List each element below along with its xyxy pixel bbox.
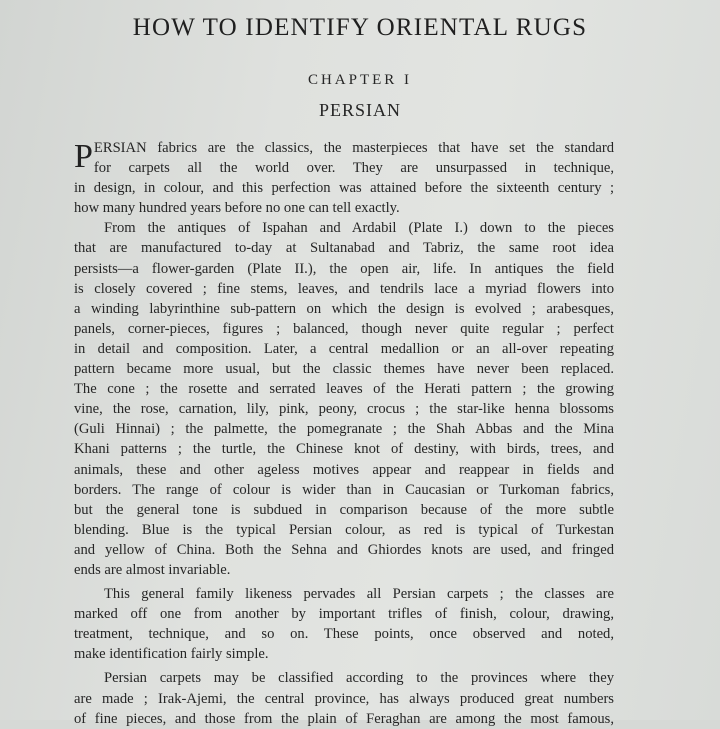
text-line: but the general tone is subdued in comparison because of the more subtle <box>74 501 614 518</box>
paragraph-2 <box>74 218 614 580</box>
text-line: that are manufactured to-day at Sultanabad and Tabriz, the same root idea <box>74 240 614 257</box>
text-line: blending. Blue is the typical Persian colour, as red is typical of Turkestan <box>74 521 614 538</box>
text-line: make identification fairly simple. <box>74 646 269 663</box>
text-line: treatment, technique, and so on. These points, once observed and noted, <box>74 626 614 643</box>
text-line: (Guli Hinnai) ; the palmette, the pomegranate ; the Shah Abbas and the Mina <box>74 421 614 438</box>
text-line: is closely covered ; fine stems, leaves, and tendrils lace a myriad flowers into <box>74 280 614 297</box>
drop-cap: P <box>74 138 93 175</box>
body-text <box>74 138 614 729</box>
text-line: persists—a flower-garden (Plate II.), the open air, life. In antiques the field <box>74 260 614 277</box>
text-line: ends are almost invariable. <box>74 561 231 578</box>
text-line: This general family likeness pervades all Persian carpets ; the classes are <box>104 586 614 603</box>
text-line: of fine pieces, and those from the plain of Feraghan are among the most famous, <box>74 710 614 727</box>
text-line: how many hundred years before no one can tell exactly. <box>74 200 400 217</box>
text-line: in design, in colour, and this perfection was attained before the sixteenth century ; <box>74 180 614 197</box>
text-line: Persian carpets may be classified according to the provinces where they <box>104 670 614 687</box>
text-line: a winding labyrinthine sub-pattern on which the design is evolved ; arabesques, <box>74 300 614 317</box>
text-line: in detail and composition. Later, a central medallion or an all-over repeating <box>74 340 614 357</box>
text-line: borders. The range of colour is wider than in Caucasian or Turkoman fabrics, <box>74 481 614 498</box>
text-line: vine, the rose, carnation, lily, pink, peony, crocus ; the star-like henna blossoms <box>74 401 614 418</box>
paragraph-3 <box>74 584 614 664</box>
text-line: for carpets all the world over. They are unsurpassed in technique, <box>93 160 614 177</box>
text-line: animals, these and other ageless motives appear and reappear in fields and <box>74 461 614 478</box>
chapter-label: CHAPTER I <box>307 72 413 88</box>
paragraph-1 <box>74 138 614 218</box>
text-line: From the antiques of Ispahan and Ardabil (Plate I.) down to the pieces <box>104 220 614 237</box>
chapter-title: PERSIAN <box>318 100 401 120</box>
text-line: marked off one from another by important trifles of finish, colour, drawing, <box>74 606 614 623</box>
text-line: pattern became more usual, but the classic themes have never been replaced. <box>74 361 614 378</box>
text-line: and yellow of China. Both the Sehna and Ghiordes knots are used, and fringed <box>74 541 614 558</box>
book-title: HOW TO IDENTIFY ORIENTAL RUGS <box>132 14 588 41</box>
text-line: panels, corner-pieces, figures ; balanced, though never quite regular ; perfect <box>74 320 614 337</box>
text-line: ERSIAN fabrics are the classics, the masterpieces that have set the standard <box>93 140 614 156</box>
text-line: Khani patterns ; the turtle, the Chinese knot of destiny, with birds, trees, and <box>74 441 614 458</box>
text-line: The cone ; the rosette and serrated leaves of the Herati pattern ; the growing <box>74 381 614 398</box>
text-line: are made ; Irak-Ajemi, the central province, has always produced great numbers <box>74 690 614 707</box>
